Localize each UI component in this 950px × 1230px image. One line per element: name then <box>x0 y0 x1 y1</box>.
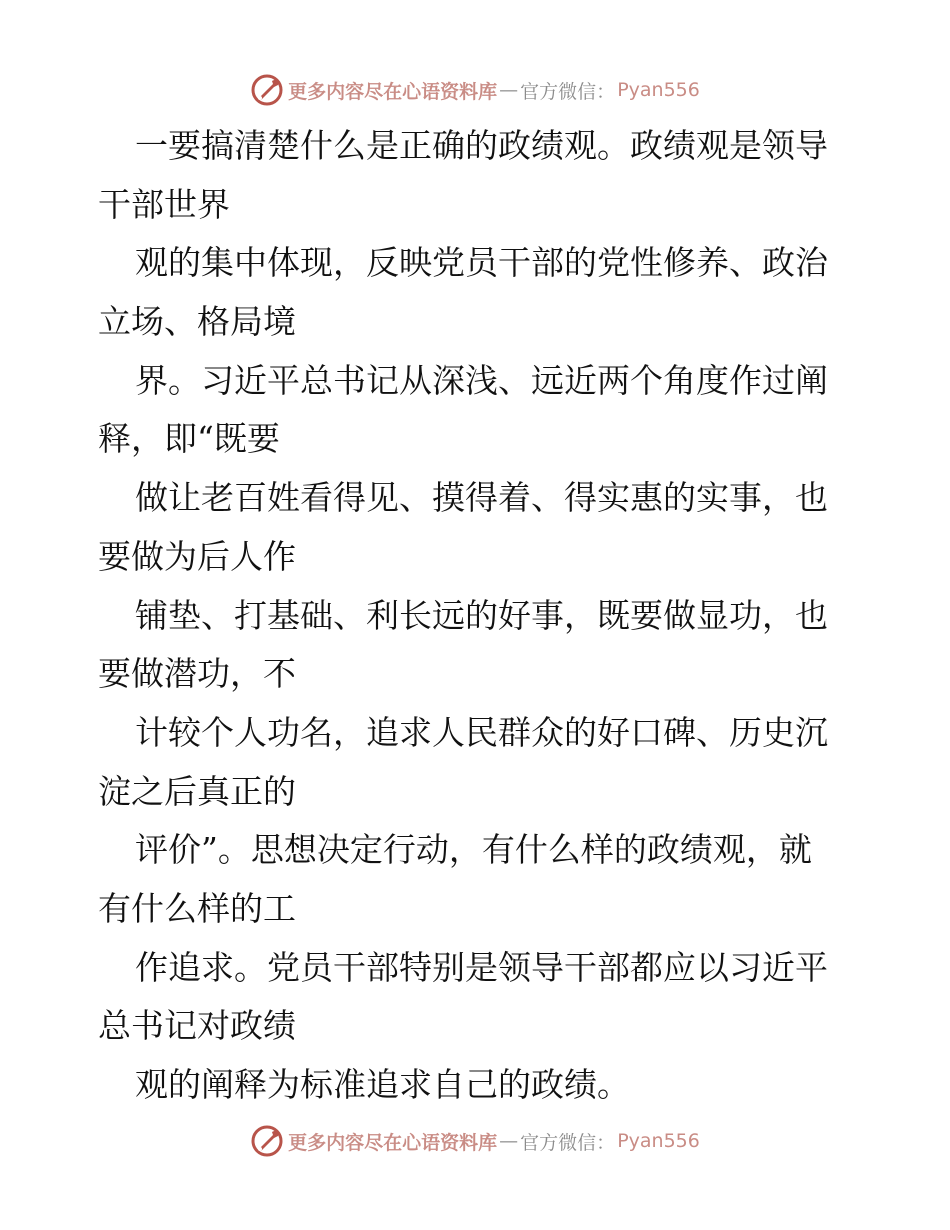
footer-watermark <box>0 1121 950 1161</box>
text-line: 一要搞清楚什么是正确的政绩观。政绩观是领导 <box>135 126 828 165</box>
text-line: 计较个人功名，追求人民群众的好口碑、历史沉 <box>135 712 828 752</box>
text-line: 有什么样的工 <box>98 888 296 928</box>
watermark-wechat-id: Pyan556 <box>617 1130 700 1152</box>
text-line: 淀之后真正的 <box>98 771 296 811</box>
watermark-dash: — <box>499 1130 519 1152</box>
text-line: 界。习近平总书记从深浅、远近两个角度作过阐 <box>135 360 828 400</box>
text-line: 释，即“既要 <box>98 419 280 459</box>
text-line: 总书记对政绩 <box>98 1006 296 1046</box>
text-line: 作追求。党员干部特别是领导干部都应以习近平 <box>135 947 828 987</box>
quill-pen-logo-icon <box>250 73 284 107</box>
text-line: 要做潜功，不 <box>98 654 296 694</box>
text-line: 要做为后人作 <box>98 536 296 576</box>
text-line: 立场、格局境 <box>98 302 296 342</box>
text-line: 干部世界 <box>98 184 230 224</box>
quill-pen-logo-icon <box>250 1124 284 1158</box>
text-line: 铺垫、打基础、利长远的好事，既要做显功，也 <box>135 595 828 635</box>
watermark-site-text: 更多内容尽在心语资料库 <box>288 1131 498 1154</box>
watermark-official-label: 官方微信： <box>520 1131 616 1154</box>
watermark-official-label: 官方微信： <box>520 80 616 103</box>
watermark-site-text: 更多内容尽在心语资料库 <box>288 80 498 103</box>
text-line: 观的阐释为标准追求自己的政绩。 <box>135 1065 630 1104</box>
text-line: 做让老百姓看得见、摸得着、得实惠的实事，也 <box>135 478 828 518</box>
header-watermark <box>0 70 950 110</box>
watermark-dash: — <box>499 79 519 101</box>
document-body <box>98 117 858 1115</box>
text-line: 观的集中体现，反映党员干部的党性修养、政治 <box>135 243 828 283</box>
watermark-wechat-id: Pyan556 <box>617 79 700 101</box>
text-line: 评价”。思想决定行动，有什么样的政绩观，就 <box>135 830 812 870</box>
